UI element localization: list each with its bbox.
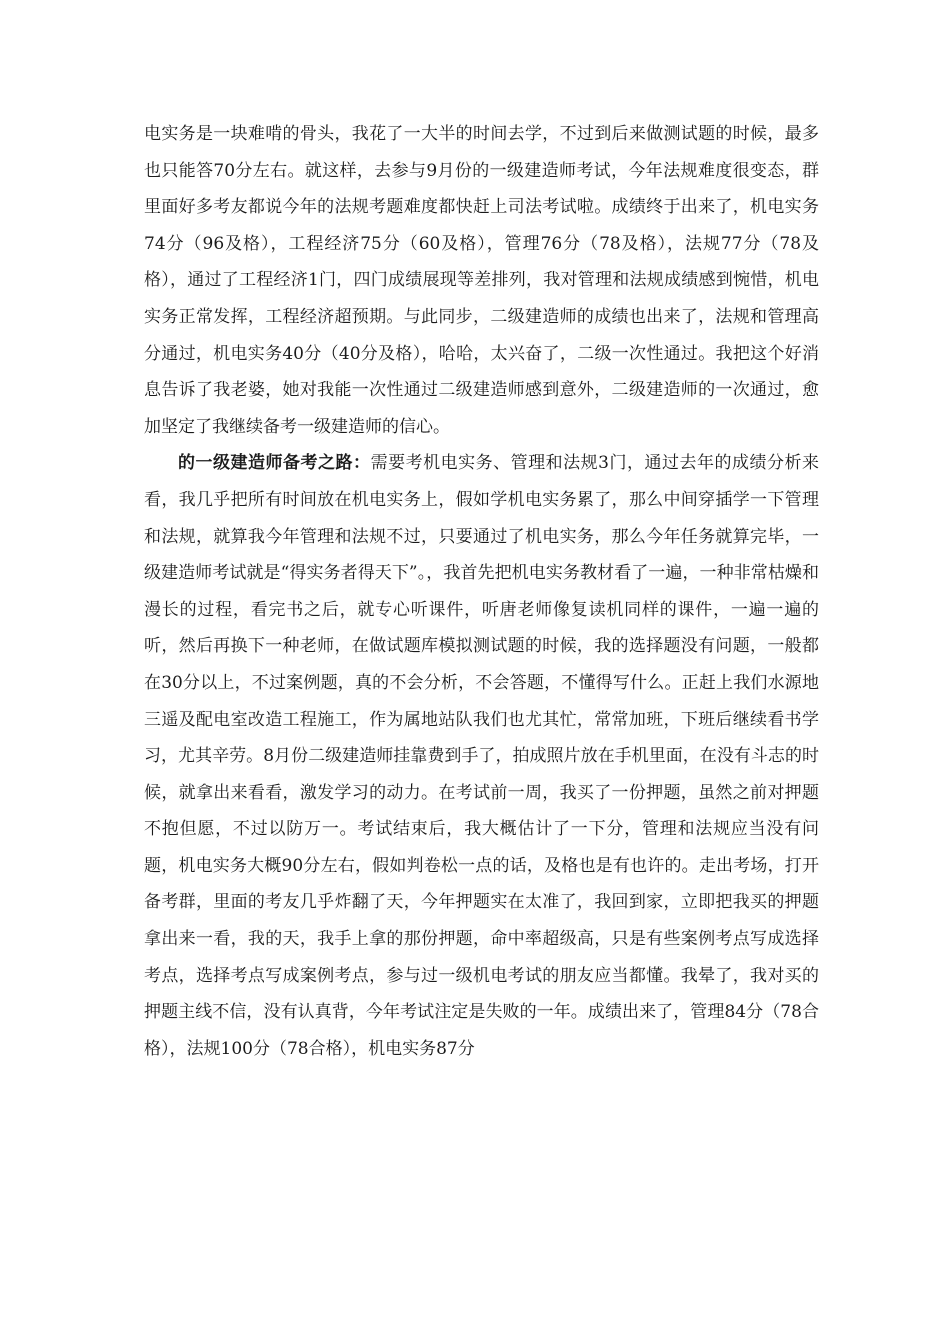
paragraph-2: [144, 445, 819, 1067]
body-text: [144, 116, 819, 1067]
paragraph-1: 电实务是一块难啃的骨头，我花了一大半的时间去学，不过到后来做测试题的时候，最多也只能答70分左右。就这样，去参与9月份的一级建造师考试，今年法规难度很变态，群里面好多考友都说今年的法规考题难度都快赶上司法考试啦。成绩终于出来了，机电实务74分（96及格），工程经济75分（60及格），管理76分（78及格），法规77分（78及格），通过了工程经济1门，四门成绩展现等差排列，我对管理和法规成绩感到惋惜，机电实务正常发挥，工程经济超预期。与此同步，二级建造师的成绩也出来了，法规和管理高分通过，机电实务40分（40分及格），哈哈，太兴奋了，二级一次性通过。我把这个好消息告诉了我老婆，她对我能一次性通过二级建造师感到意外，二级建造师的一次通过，愈加坚定了我继续备考一级建造师的信心。: [144, 124, 819, 437]
paragraph-2-body: 需要考机电实务、管理和法规3门，通过去年的成绩分析来看，我几乎把所有时间放在机电实务上，假如学机电实务累了，那么中间穿插学一下管理和法规，就算我今年管理和法规不过，只要通过了机电实务，那么今年任务就算完毕，一级建造师考试就是“得实务者得天下”。，我首先把机电实务教材看了一遍，一种非常枯燥和漫长的过程，看完书之后，就专心听课件，听唐老师像复读机同样的课件，一遍一遍的听，然后再换下一种老师，在做试题库模拟测试题的时候，我的选择题没有问题，一般都在30分以上，不过案例题，真的不会分析，不会答题，不懂得写什么。正赶上我们水源地三遥及配电室改造工程施工，作为属地站队我们也尤其忙，常常加班，下班后继续看书学习，尤其辛劳。8月份二级建造师挂靠费到手了，拍成照片放在手机里面，在没有斗志的时候，就拿出来看看，激发学习的动力。在考试前一周，我买了一份押题，虽然之前对押题不抱但愿，不过以防万一。考试结束后，我大概估计了一下分，管理和法规应当没有问题，机电实务大概90分左右，假如判卷松一点的话，及格也是有也许的。走出考场，打开备考群，里面的考友几乎炸翻了天，今年押题实在太准了，我回到家，立即把我买的押题拿出来一看，我的天，我手上拿的那份押题，命中率超级高，只是有些案例考点写成选择考点，选择考点写成案例考点，参与过一级机电考试的朋友应当都懂。我晕了，我对买的押题主线不信，没有认真背，今年考试注定是失败的一年。成绩出来了，管理84分（78合格），法规100分（78合格），机电实务87分: [144, 453, 819, 1059]
paragraph-2-heading: 的一级建造师备考之路：: [178, 453, 371, 474]
